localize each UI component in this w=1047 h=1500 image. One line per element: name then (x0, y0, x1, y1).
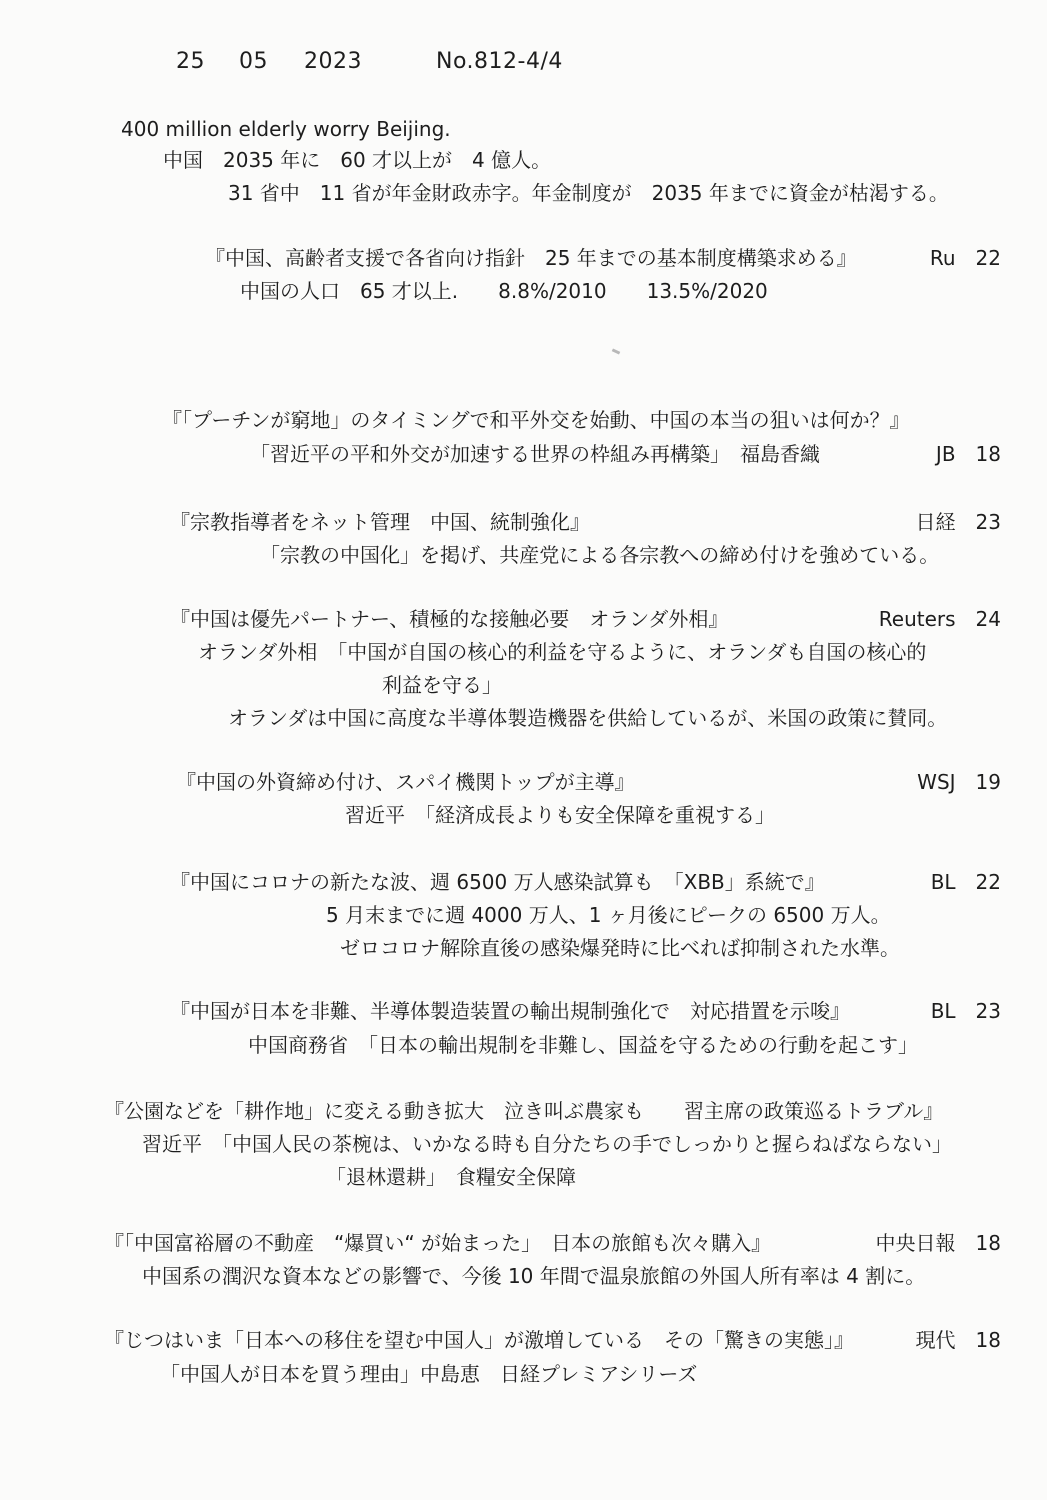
date-day: 25 (176, 49, 205, 74)
article-2-line-1: 「宗教の中国化」を掲げ、共産党による各宗教への締め付けを強めている。 (260, 543, 940, 567)
article-2-source: 日経 23 (915, 510, 1001, 534)
article-3-source: Reuters 24 (878, 607, 1001, 631)
article-1-source: JB 18 (935, 442, 1001, 466)
article-3-line-2: 利益を守る」 (382, 673, 502, 697)
intro-article-title: 『中国、高齢者支援で各省向け指針 25 年までの基本制度構築求める』 (205, 246, 857, 270)
article-9-source: 現代 18 (915, 1328, 1001, 1352)
article-8-title: 『「中国富裕層の不動産 “爆買い“ が始まった」 日本の旅館も次々購入』 (104, 1231, 772, 1255)
article-3-line-3: オランダは中国に高度な半導体製造機器を供給しているが、米国の政策に賛同。 (228, 706, 948, 730)
article-9-title: 『じつはいま「日本への移住を望む中国人」が激増している その「驚きの実態」』 (104, 1328, 854, 1352)
article-6-line-1: 中国商務省 「日本の輸出規制を非難し、国益を守るための行動を起こす」 (248, 1033, 918, 1057)
intro-stat: 中国の人口 65 才以上. 8.8%/2010 13.5%/2020 (240, 279, 768, 303)
intro-article-source: Ru 22 (929, 246, 1001, 270)
article-7-line-1: 習近平 「中国人民の茶椀は、いかなる時も自分たちの手でしっかりと握らねばならない」 (142, 1132, 952, 1156)
article-8-line-1: 中国系の潤沢な資本などの影響で、今後 10 年間で温泉旅館の外国人所有率は 4 割に。 (142, 1264, 926, 1288)
article-5-line-2: ゼロコロナ解除直後の感染爆発時に比べれば抑制された水準。 (340, 936, 900, 960)
article-7-title: 『公園などを「耕作地」に変える動き拡大 泣き叫ぶ農家も 習主席の政策巡るトラブル』 (104, 1099, 944, 1123)
intro-line-1: 中国 2035 年に 60 才以上が 4 億人。 (163, 148, 552, 172)
article-2-title: 『宗教指導者をネット管理 中国、統制強化』 (170, 510, 590, 534)
article-4-line-1: 習近平 「経済成長よりも安全保障を重視する」 (345, 803, 775, 827)
intro-line-2: 31 省中 11 省が年金財政赤字。年金制度が 2035 年までに資金が枯渇する。 (228, 181, 949, 205)
article-1-line-1: 「習近平の平和外交が加速する世界の枠組み再構築」 福島香織 (250, 442, 820, 466)
issue-number: No.812-4/4 (436, 49, 563, 74)
article-6-source: BL 23 (930, 999, 1001, 1023)
article-8-source: 中央日報 18 (875, 1231, 1001, 1255)
article-5-source: BL 22 (930, 870, 1001, 894)
article-9-line-1: 「中国人が日本を買う理由」中島恵 日経プレミアシリーズ (160, 1362, 698, 1386)
article-3-line-1: オランダ外相 「中国が自国の核心的利益を守るように、オランダも自国の核心的 (198, 640, 927, 664)
article-4-title: 『中国の外資締め付け、スパイ機関トップが主導』 (176, 770, 635, 794)
intro-english: 400 million elderly worry Beijing. (121, 117, 451, 141)
article-3-title: 『中国は優先パートナー、積極的な接触必要 オランダ外相』 (170, 607, 729, 631)
date-month: 05 (239, 49, 268, 74)
article-5-line-1: 5 月末までに週 4000 万人、1 ヶ月後にピークの 6500 万人。 (326, 903, 891, 927)
article-7-line-2: 「退林還耕」 食糧安全保障 (326, 1165, 576, 1189)
article-5-title: 『中国にコロナの新たな波、週 6500 万人感染試算も 「XBB」系統で』 (170, 870, 825, 894)
article-4-source: WSJ 19 (917, 770, 1001, 794)
scan-speck (612, 348, 621, 354)
article-1-title: 『「プーチンが窮地」のタイミングで和平外交を始動、中国の本当の狙いは何か？』 (162, 408, 910, 432)
article-6-title: 『中国が日本を非難、半導体製造装置の輸出規制強化で 対応措置を示唆』 (170, 999, 850, 1023)
date-year: 2023 (304, 49, 362, 74)
